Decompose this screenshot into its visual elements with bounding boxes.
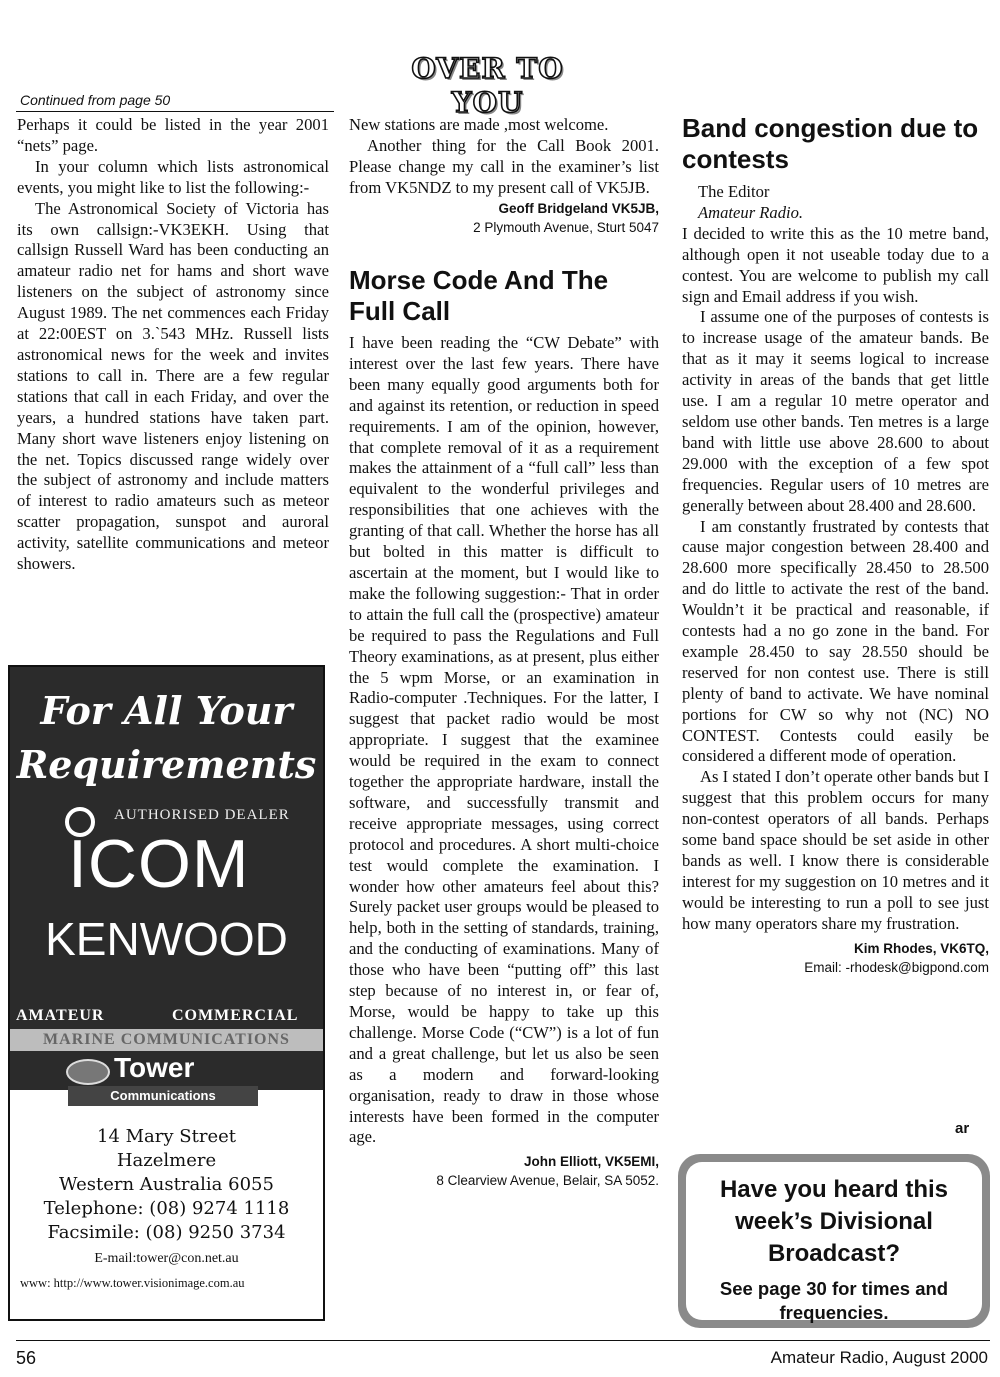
continued-rule xyxy=(16,111,334,112)
ad-authorised-dealer: AUTHORISED DEALER xyxy=(114,807,290,823)
signature-email: Email: -rhodesk@bigpond.com xyxy=(804,959,989,975)
australia-globe-icon xyxy=(66,1059,110,1085)
col2-paragraph: New stations are made ,most welcome. xyxy=(349,115,609,134)
signature-name: John Elliott, VK5EMI, xyxy=(523,1154,659,1170)
col3-paragraph: I assume one of the purposes of contests is to increase usage of the amateur bands. Be that as it may it seems logical to increase activity in areas of the bands that get little use. I am a regular 10 metre operator and seldom use other bands. Ten metres is a large band with little use above 28.600 to about 29.000 with the exception of a few spot frequencies. Regular users of 10 metres are generally between about 28.400 and 28.600. xyxy=(682,307,989,515)
ad-amateur-label: AMATEUR xyxy=(16,1007,105,1024)
ad-website: www: http://www.tower.visionimage.com.au xyxy=(20,1276,245,1290)
ad-state: Western Australia 6055 xyxy=(59,1174,274,1195)
ad-email: E-mail:tower@con.net.au xyxy=(94,1251,239,1266)
col3-paragraph: As I stated I don’t operate other bands but I suggest that this problem occurs for many non-contest operators of all bands. Perhaps some band space should be set aside in other bands as well. I know there is considerable interest for my suggestion on 10 metres and it would be interesting to run a poll to see just how many operators share my frustration. xyxy=(682,767,989,933)
ad-street: 14 Mary Street xyxy=(97,1126,236,1147)
signature-address: 8 Clearview Avenue, Belair, SA 5052. xyxy=(436,1173,659,1189)
ad-commercial-label: COMMERCIAL xyxy=(172,1007,299,1024)
salutation-editor: The Editor xyxy=(698,182,770,201)
tower-communications-ad xyxy=(8,665,325,1321)
ad-headline-line1: For All Your xyxy=(40,688,293,733)
kenwood-logo: KENWOOD xyxy=(45,913,288,965)
broadcast-subtitle: See page 30 for times and frequencies. xyxy=(719,1278,949,1323)
col1-paragraph: The Astronomical Society of Victoria has its own callsign:-VK3EKH. Using that callsign Russell Ward has been conducting an amateur radio net for hams and short wave listeners on the subject of astronomy since August 1989. The net commences each Friday at 22:00EST on 3.`543 MHz. Russell lists astronomical news for the week and invites stations to call in. There are a few regular stations that call in each Friday, and over the years, a hundred stations have taken part. Many short wave listeners enjoy listening on the net. Topics discussed range widely over the subject of astronomy and include matters of interest to radio amateurs such as meteor scatter propagation, sunspot and auroral activity, satellite communications and meteor showers. xyxy=(17,198,329,574)
ad-headline-line2: Requirements xyxy=(16,742,317,787)
ad-marine-banner: MARINE COMMUNICATIONS xyxy=(10,1029,323,1051)
morse-body: I have been reading the “CW Debate” with interest over the last few years. There have been many equally good arguments both for and against its retention, or reduction in speed requirements. I am of the opinion, however, that complete removal of it as a requirement makes the attainment of a “full call” less than equivalent to the wonderful privileges and responsibilities that one achieves with the granting of that call. Whether the horse has all but bolted in this matter is difficult to ascertain at the moment, but I would like to make the following suggestion:- That in order to attain the full call the (prospective) amateur be required to pass the Regulations and Full Theory examinations, as at present, plus either the 5 wpm Morse, or an examination in Radio-computer .Techniques. For the latter, I suggest that packet radio would be most appropriate. I suggest that the examinee would be required in the exam to connect together the appropriate hardware, install the software, and successfully transmit and receive appropriate messages, using correct protocol and procedures. A short multi-choice test would complete the examination. I wonder how other amateurs feel about this? Surely packet user groups would be pleased to help, both in the setting of standards, training, and the conducting of examinations. Many of those who have been “putting off” this last step because of no interest in, or fear of, Morse, would be happy to take up this challenge. Morse Code (“CW”) is a lot of fun and a great challenge, but let us also be seen as a modern and forward-looking organisation, ready to draw in those whose interests have been formed in the computer age. xyxy=(349,333,659,1147)
headline-morse-code: Morse Code And The Full Call xyxy=(349,265,609,326)
signature-name: Geoff Bridgeland VK5JB, xyxy=(498,200,659,216)
tower-logo-subtitle: Communications xyxy=(68,1086,258,1106)
tower-logo: Tower xyxy=(114,1052,195,1083)
signature-address: 2 Plymouth Avenue, Sturt 5047 xyxy=(473,219,659,235)
col3-paragraph: I am constantly frustrated by contests that cause major congestion between 28.400 and 28.600 more specifically 28.450 to 28.500 and do little to activate the rest of the band. Wouldn’t it be practical and reasonable, if contests had a no go zone in the band. For example 28.450 to say 28.550 should be reserved for non contest use. There is still plenty of band to activate. We have nominal portions for CW so why not (NC) NO CONTEST. Contests could easily be considered a different mode of operation. xyxy=(682,516,989,766)
column-2-letter xyxy=(349,115,659,237)
broadcast-box-inner xyxy=(686,1162,982,1323)
col1-paragraph: In your column which lists astronomical events, you might like to list the following:- xyxy=(17,156,329,197)
col3-paragraph: I decided to write this as the 10 metre band, although open it not useable today due to a contest. You are welcome to publish my call sign and Email address if you wish. xyxy=(682,223,989,306)
column-3-letter xyxy=(682,182,989,977)
signature-kim xyxy=(682,939,989,977)
footer-rule xyxy=(16,1340,990,1341)
signature-geoff xyxy=(349,199,659,237)
salutation-magazine: Amateur Radio. xyxy=(698,202,804,222)
broadcast-box xyxy=(678,1154,990,1328)
ad-telephone: Telephone: (08) 9274 1118 xyxy=(43,1198,290,1219)
page-number: 56 xyxy=(16,1348,37,1368)
icom-logo: ICOM xyxy=(68,826,250,902)
column-1-letter xyxy=(17,115,329,575)
end-mark: ar xyxy=(955,1120,970,1137)
continued-note: Continued from page 50 xyxy=(20,92,171,108)
ad-suburb: Hazelmere xyxy=(116,1150,217,1171)
col1-paragraph: Perhaps it could be listed in the year 2001 “nets” page. xyxy=(17,115,329,155)
publication-info: Amateur Radio, August 2000 xyxy=(770,1348,988,1367)
morse-article xyxy=(349,333,659,1190)
section-header: OVER TO YOU xyxy=(411,52,564,119)
signature-john xyxy=(349,1152,659,1190)
col2-paragraph: Another thing for the Call Book 2001. Please change my call in the examiner’s list from VK5NDZ to my present call of VK5JB. xyxy=(349,135,659,197)
broadcast-title: Have you heard this week’s Divisional Broadcast? xyxy=(719,1176,949,1267)
headline-band-congestion: Band congestion due to contests xyxy=(682,113,979,174)
signature-name: Kim Rhodes, VK6TQ, xyxy=(853,940,989,956)
ad-facsimile: Facsimile: (08) 9250 3734 xyxy=(47,1222,286,1243)
